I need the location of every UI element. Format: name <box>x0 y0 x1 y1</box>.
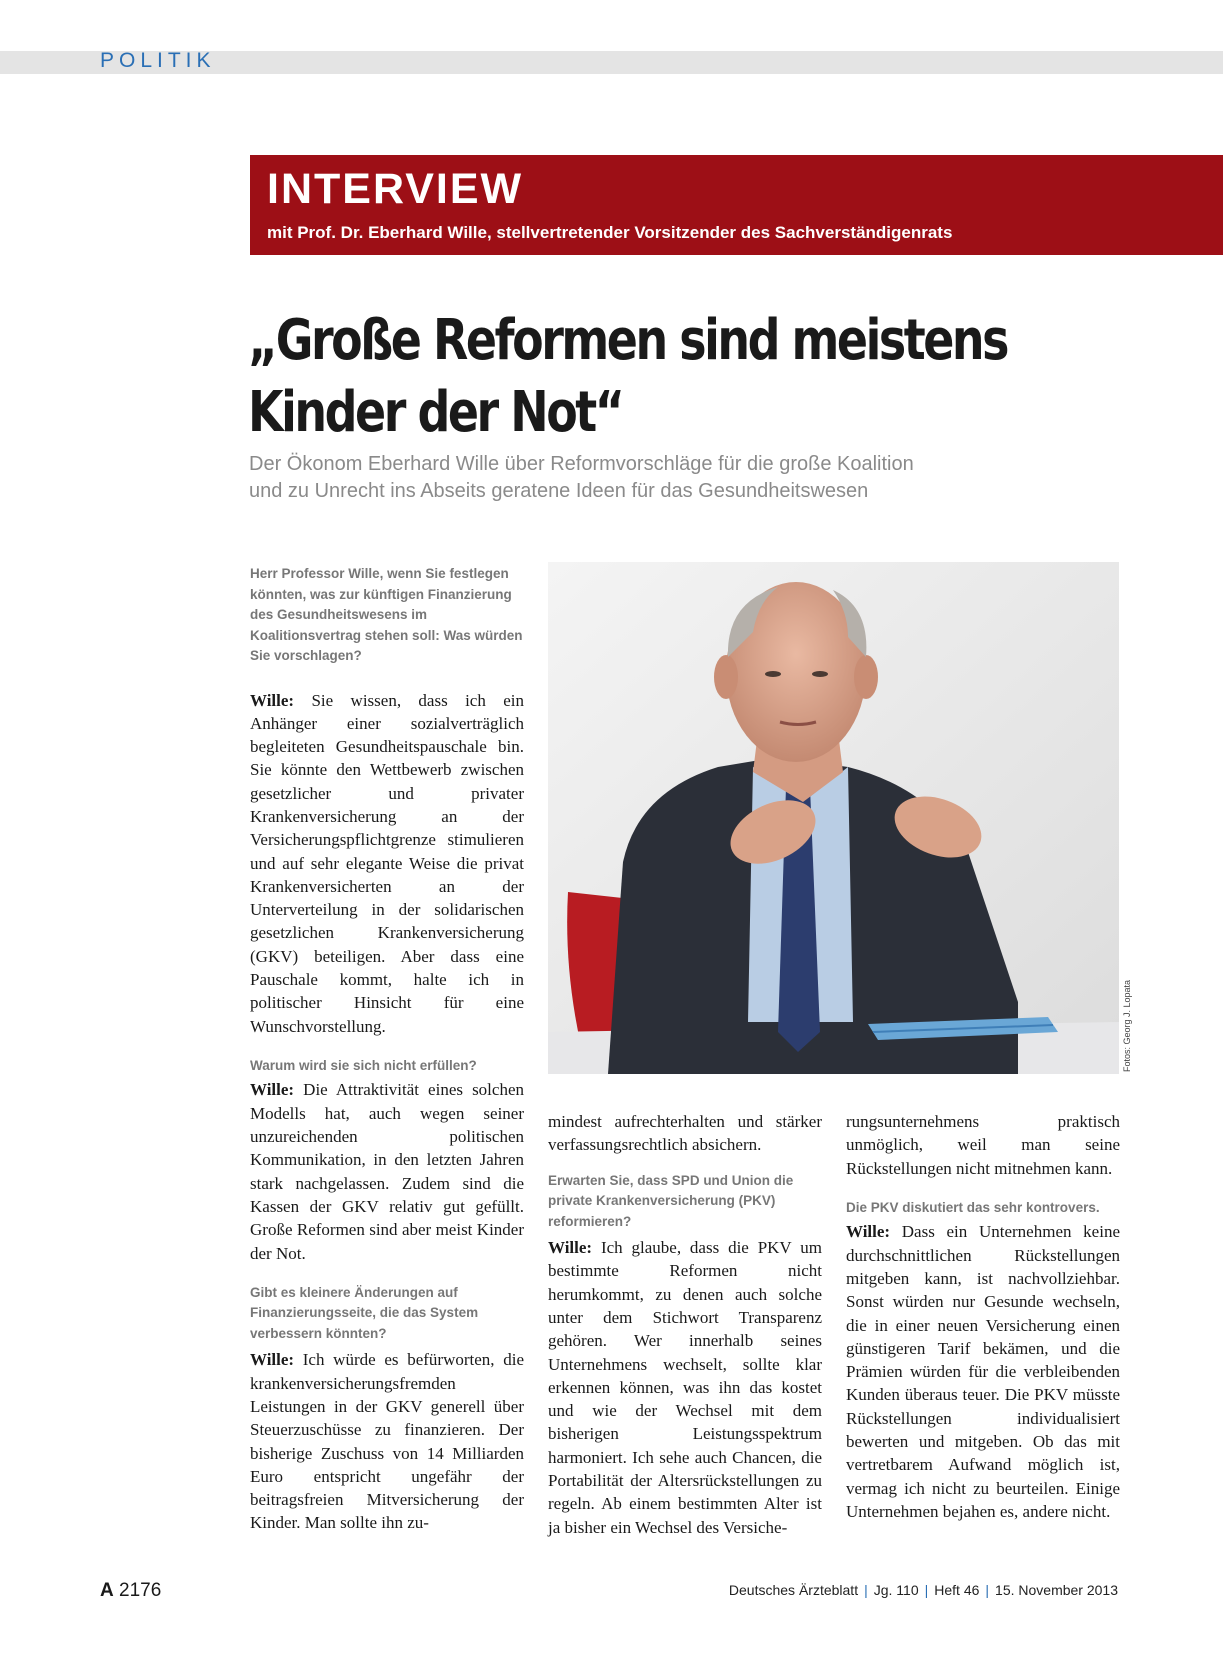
question-4: Erwarten Sie, dass SPD und Union die private Krankenversicherung (PKV) reformieren? <box>548 1172 794 1229</box>
speaker-label: Wille: <box>846 1222 891 1242</box>
date: 15. November 2013 <box>995 1582 1118 1598</box>
speaker-label: Wille: <box>250 1080 295 1100</box>
answer-text: Die Attraktivität eines solchen Modells hat, auch wegen seiner unzureichenden politischen Kommunikation, in den letzten Jahren stark nachgelassen. Zudem sind die Kassen der GKV relativ gut gefüllt. Große Reformen sind aber meist Kinder der Not. <box>250 1080 524 1263</box>
deck-line-2: und zu Unrecht ins Abseits geratene Ideen für das Gesundheitswesen <box>249 480 869 502</box>
question-5: Die PKV diskutiert das sehr kontrovers. <box>846 1199 1100 1215</box>
column-2 <box>548 1110 822 1539</box>
portrait-photo <box>548 562 1119 1074</box>
answer-text: Sie wissen, dass ich ein Anhänger einer sozialverträglich begleiteten Gesundheitspauschale bin. Sie könnte den Wettbewerb zwischen gesetzlicher und privater Krankenversicherung an der Versicherungspflichtgrenze stimulieren und auf sehr elegante Weise die privat Krankenversicherten an der Unterverteilung in der solidarischen gesetzlichen Krankenversicherung (GKV) beteiligen. Aber dass eine Pauschale kommt, halte ich in politischer Hinsicht für eine Wunschvorstellung. <box>250 690 524 1036</box>
page-number-value: 2176 <box>119 1580 162 1601</box>
answer-2 <box>250 1078 524 1264</box>
continued-text: rungsunternehmens praktisch unmöglich, weil man seine Rückstellungen nicht mitnehmen kann. <box>846 1112 1120 1178</box>
deck <box>249 451 1149 505</box>
banner-title: INTERVIEW <box>267 165 524 213</box>
headline-line-1: „Große Reformen sind meistens <box>248 308 1008 373</box>
question-2: Warum wird sie sich nicht erfüllen? <box>250 1057 477 1073</box>
journal-name: Deutsches Ärzteblatt <box>728 1582 859 1598</box>
column-1 <box>250 564 524 1535</box>
question-1: Herr Professor Wille, wenn Sie festlegen könnten, was zur künftigen Finanzierung des Gesundheitswesens im Koalitionsvertrag stehen soll: Was würden Sie vorschlagen? <box>250 566 523 663</box>
interview-photo <box>548 562 1119 1074</box>
section-label: POLITIK <box>100 49 216 72</box>
speaker-label: Wille: <box>250 690 295 710</box>
issue: Heft 46 <box>934 1582 980 1598</box>
headline <box>248 305 1008 449</box>
deck-line-1: Der Ökonom Eberhard Wille über Reformvorschläge für die große Koalition <box>249 453 914 475</box>
footer-citation <box>729 1582 1118 1598</box>
banner-subtitle: mit Prof. Dr. Eberhard Wille, stellvertretender Vorsitzender des Sachverständigenrats <box>267 223 953 242</box>
separator: | <box>864 1582 868 1598</box>
separator: | <box>924 1582 929 1598</box>
photo-credit: Fotos: Georg J. Lopata <box>1122 979 1132 1072</box>
volume: Jg. 110 <box>873 1582 919 1598</box>
speaker-label: Wille: <box>548 1238 593 1258</box>
separator: | <box>985 1582 990 1598</box>
interview-banner <box>250 155 1223 255</box>
answer-5 <box>846 1220 1120 1523</box>
column-3 <box>846 1110 1120 1523</box>
answer-4 <box>548 1236 822 1539</box>
page-prefix: A <box>100 1580 114 1601</box>
answer-1 <box>250 689 524 1038</box>
question-3: Gibt es kleinere Änderungen auf Finanzierungsseite, die das System verbessern könnten? <box>250 1284 479 1341</box>
headline-line-2: Kinder der Not“ <box>248 380 623 445</box>
speaker-label: Wille: <box>250 1350 295 1370</box>
answer-text: Ich würde es befürworten, die krankenversicherungsfremden Leistungen in der GKV generell über Steuerzuschüsse zu finanzieren. Der bisherige Zuschuss von 14 Milliarden Euro entspricht ungefähr der beitragsfreien Mitversicherung der Kinder. Man sollte ihn zu- <box>250 1350 524 1533</box>
page-number <box>100 1580 161 1602</box>
continued-text: mindest aufrechterhalten und stärker verfassungsrechtlich absichern. <box>548 1112 822 1155</box>
answer-3 <box>250 1348 524 1534</box>
answer-text: Ich glaube, dass die PKV um bestimmte Reformen nicht herumkommt, zu denen auch solche unter dem Stichwort Transparenz gehören. Wer innerhalb seines Unternehmens wechselt, sollte klar erkennen können, was ihn das kostet und wie der Wechsel mit dem bisherigen Leistungsspektrum harmoniert. Ich sehe auch Chancen, die Portabilität der Altersrückstellungen zu regeln. Ab einem bestimmten Alter ist ja bisher ein Wechsel des Versiche- <box>548 1238 822 1537</box>
answer-text: Dass ein Unternehmen keine durchschnittlichen Rückstellungen mitgeben kann, ist nachvollziehbar. Sonst würden nur Gesunde wechseln, die in einer neuen Versicherung einen günstigeren Tarif bekämen, und die Prämien würden für die verbleibenden Kunden überaus teuer. Die PKV müsste Rückstellungen individualisiert bewerten und mitgeben. Ob das mit vertretbarem Aufwand möglich ist, vermag ich nicht zu beurteilen. Einige Unternehmen bejahen es, andere nicht. <box>846 1222 1120 1521</box>
